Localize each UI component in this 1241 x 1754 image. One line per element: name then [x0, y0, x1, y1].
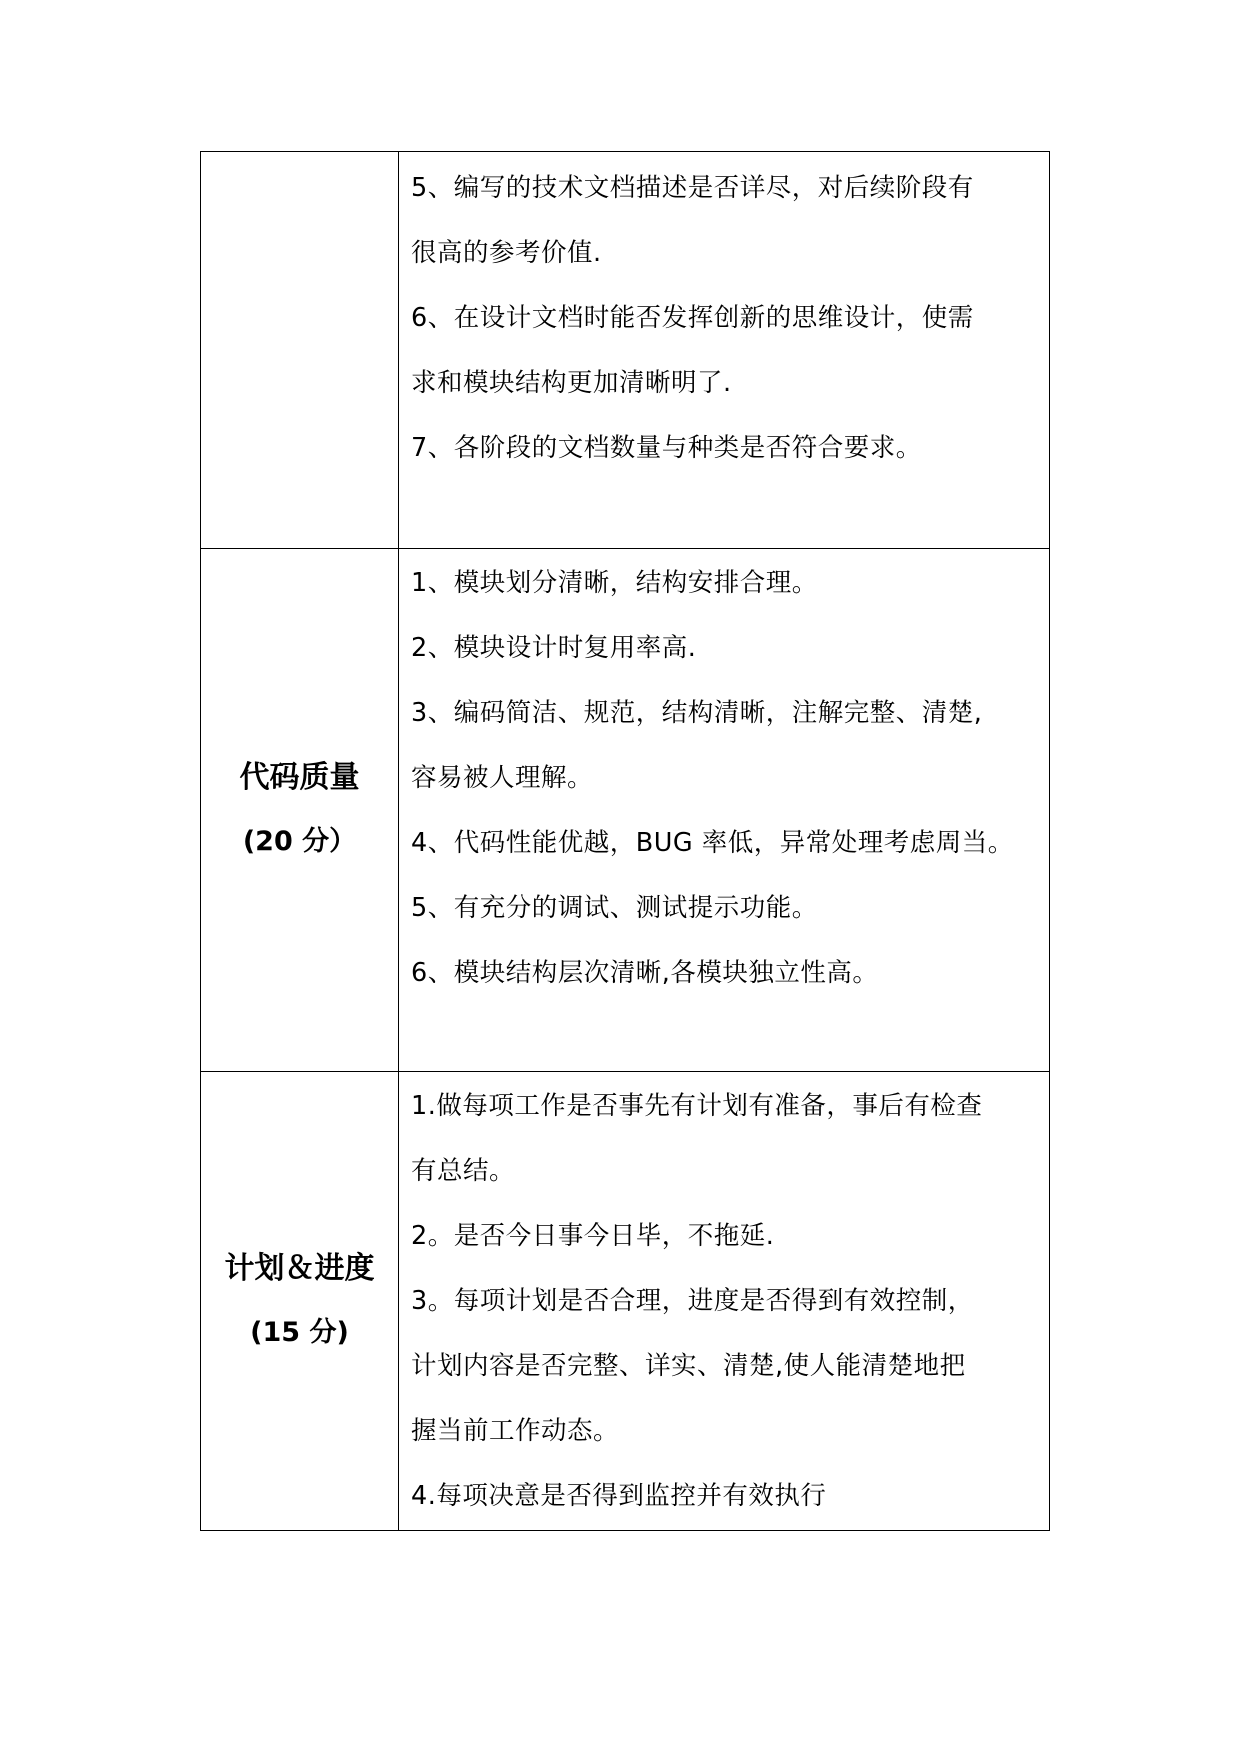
criteria-line: 有总结。: [411, 1156, 516, 1186]
criteria-line: 5、编写的技术文档描述是否详尽，对后续阶段有: [411, 173, 974, 203]
criteria-line: 4.每项决意是否得到监控并有效执行: [411, 1481, 827, 1511]
criteria-line: 2、模块设计时复用率高.: [411, 633, 697, 663]
criteria-line: 求和模块结构更加清晰明了.: [411, 368, 732, 398]
criteria-cell: [399, 549, 1050, 1072]
category-title: 计划＆进度: [224, 1251, 375, 1286]
criteria-line: 6、模块结构层次清晰,各模块独立性高。: [411, 958, 879, 988]
category-cell: [201, 1072, 399, 1531]
criteria-line: 容易被人理解。: [411, 763, 594, 793]
criteria-line: 1.做每项工作是否事先有计划有准备，事后有检查: [411, 1091, 983, 1121]
criteria-line: 4、代码性能优越，BUG 率低，异常处理考虑周当。: [411, 828, 1014, 858]
criteria-line: 握当前工作动态。: [411, 1416, 620, 1446]
criteria-line: 计划内容是否完整、详实、清楚,使人能清楚地把: [411, 1351, 966, 1381]
criteria-line: 3。每项计划是否合理，进度是否得到有效控制，: [411, 1286, 974, 1316]
category-score: (15 分): [250, 1317, 349, 1348]
table-row: [201, 549, 1050, 1072]
category-cell: [201, 152, 399, 549]
criteria-line: 2。是否今日事今日毕，不拖延.: [411, 1221, 775, 1251]
category-cell: [201, 549, 399, 1072]
category-title: 代码质量: [239, 760, 360, 795]
criteria-line: 3、编码简洁、规范，结构清晰，注解完整、清楚,: [411, 698, 983, 728]
category-score: (20 分）: [242, 826, 357, 857]
criteria-cell: [399, 1072, 1050, 1531]
criteria-line: 6、在设计文档时能否发挥创新的思维设计，使需: [411, 303, 974, 333]
criteria-line: 很高的参考价值.: [411, 238, 602, 268]
criteria-line: 1、模块划分清晰，结构安排合理。: [411, 568, 818, 598]
criteria-cell: [399, 152, 1050, 549]
table-row: [201, 1072, 1050, 1531]
criteria-line: 7、各阶段的文档数量与种类是否符合要求。: [411, 433, 922, 463]
evaluation-table: [200, 151, 1050, 1531]
criteria-line: 5、有充分的调试、测试提示功能。: [411, 893, 818, 923]
table-row: [201, 152, 1050, 549]
